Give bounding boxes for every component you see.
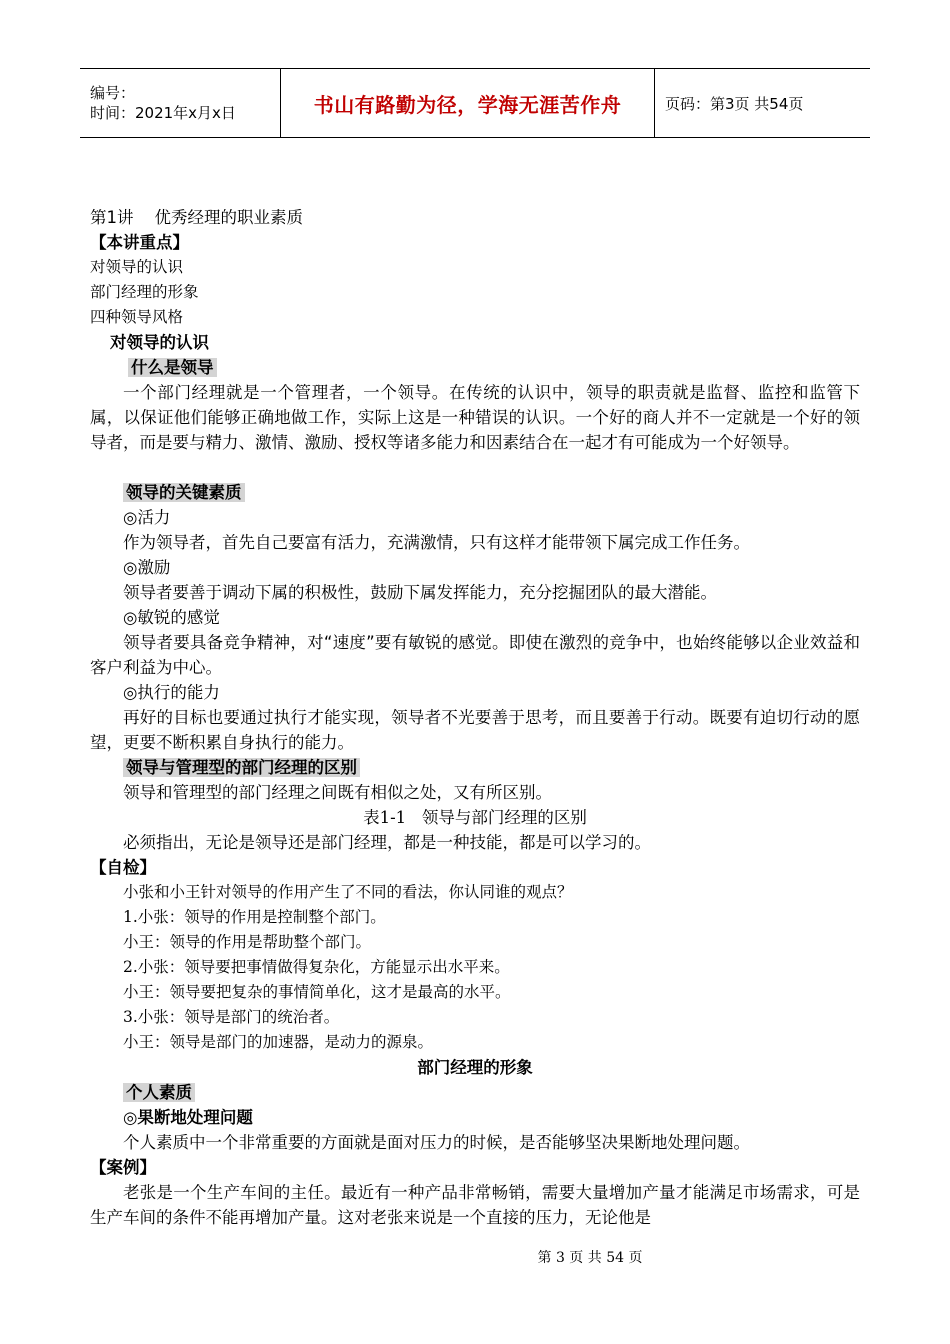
paragraph: 一个部门经理就是一个管理者，一个领导。在传统的认识中，领导的职责就是监督、监控和监管下属，以保证他们能够正确地做工作，实际上这是一种错误的认识。一个好的商人并不一定就是一个好的领导者，而是要与精力、激情、激励、授权等诸多能力和因素结合在一起才有可能成为一个好领导。 — [90, 383, 860, 452]
header-motto — [280, 69, 655, 137]
quality-text: 领导者要具备竞争精神，对“速度”要有敏锐的感觉。即使在激烈的竞争中，也始终能够以企业效益和客户利益为中心。 — [90, 633, 860, 677]
key-points-label: 【本讲重点】 — [90, 233, 189, 252]
self-check-item: 2.小张：领导要把事情做得复杂化，方能显示出水平来。 — [123, 958, 510, 976]
page-footer — [0, 1247, 950, 1267]
subsection-heading: 领导与管理型的部门经理的区别 — [123, 758, 360, 777]
section-heading: 对领导的认识 — [110, 333, 209, 352]
header-meta — [80, 69, 280, 137]
paragraph: 领导和管理型的部门经理之间既有相似之处，又有所区别。 — [123, 783, 552, 802]
self-check-item: 1.小张：领导的作用是控制整个部门。 — [123, 908, 386, 926]
table-caption: 表1-1 领导与部门经理的区别 — [363, 808, 587, 827]
self-check-item: 小王：领导的作用是帮助整个部门。 — [123, 933, 372, 951]
section-heading: 部门经理的形象 — [417, 1058, 533, 1077]
self-check-intro: 小张和小王针对领导的作用产生了不同的看法，你认同谁的观点？ — [123, 883, 573, 901]
subsection-heading: 领导的关键素质 — [123, 483, 245, 502]
self-check-label: 【自检】 — [90, 858, 156, 877]
quality-text: 再好的目标也要通过执行才能实现，领导者不光要善于思考，而且要善于行动。既要有迫切行动的愿望，更要不断积累自身执行的能力。 — [90, 708, 860, 752]
date-label: 时间：2021年x月x日 — [90, 104, 236, 122]
key-point-item: 部门经理的形象 — [90, 283, 199, 301]
key-point-item: 对领导的认识 — [90, 258, 184, 276]
page-label: 页码：第3页 共54页 — [665, 94, 804, 113]
quality-title: ◎敏锐的感觉 — [123, 608, 220, 627]
lecture-title: 第1讲 优秀经理的职业素质 — [90, 208, 303, 227]
quality-text: 领导者要善于调动下属的积极性，鼓励下属发挥能力，充分挖掘团队的最大潜能。 — [123, 583, 717, 602]
subsection-heading: 个人素质 — [123, 1083, 195, 1102]
subsection-heading: 什么是领导 — [128, 358, 217, 377]
case-label: 【案例】 — [90, 1158, 156, 1177]
header-page — [655, 69, 870, 137]
sub-item-heading: ◎果断地处理问题 — [123, 1108, 253, 1127]
number-label: 编号： — [90, 84, 136, 102]
note-text: 必须指出，无论是领导还是部门经理，都是一种技能，都是可以学习的。 — [123, 833, 651, 852]
page-header — [80, 68, 870, 138]
quality-title: ◎活力 — [123, 508, 171, 527]
document-body — [90, 205, 860, 1230]
key-point-item: 四种领导风格 — [90, 308, 184, 326]
motto-text: 书山有路勤为径，学海无涯苦作舟 — [313, 92, 622, 117]
self-check-item: 小王：领导是部门的加速器，是动力的源泉。 — [123, 1033, 434, 1051]
footer-page-number: 第 3 页 共 54 页 — [537, 1250, 643, 1266]
quality-title: ◎执行的能力 — [123, 683, 220, 702]
quality-text: 作为领导者，首先自己要富有活力，充满激情，只有这样才能带领下属完成工作任务。 — [123, 533, 750, 552]
quality-title: ◎激励 — [123, 558, 171, 577]
self-check-item: 3.小张：领导是部门的统治者。 — [123, 1008, 340, 1026]
self-check-item: 小王：领导要把复杂的事情简单化，这才是最高的水平。 — [123, 983, 511, 1001]
paragraph: 个人素质中一个非常重要的方面就是面对压力的时候，是否能够坚决果断地处理问题。 — [123, 1133, 750, 1152]
case-text: 老张是一个生产车间的主任。最近有一种产品非常畅销，需要大量增加产量才能满足市场需求，可是生产车间的条件不能再增加产量。这对老张来说是一个直接的压力，无论他是 — [90, 1183, 860, 1227]
